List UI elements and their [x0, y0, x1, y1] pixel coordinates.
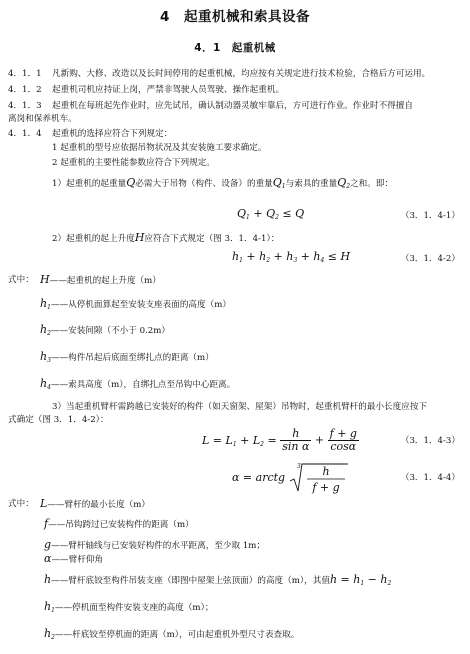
- clause-4-1-1: [8, 68, 430, 80]
- def-text: ——构件吊起后底面至绑扎点的距离（m）: [50, 353, 214, 363]
- cube-root-sign: [289, 461, 349, 495]
- def-h1: [40, 298, 231, 311]
- def-text: ——起重机的起上升度（m）: [49, 276, 161, 286]
- def-H: [40, 274, 161, 287]
- chapter-title: 4 起重机械和索具设备: [160, 9, 310, 25]
- equation-number: （3．1．4-1）: [400, 211, 460, 221]
- equation-3-1-4-3: $L = L_1 + L_2$ = $\frac{h}{\text{sin α}}$ + $\frac{f + g}{\cos\alpha}$: [202, 427, 357, 453]
- clause-4-1-4: [8, 128, 172, 140]
- rule-3-line-2: 式确定（图 3．1．4-2）：: [8, 415, 109, 425]
- symbol-Q1: $Q_1$: [272, 176, 286, 190]
- clause-4-1-2: [8, 84, 284, 96]
- sub-item-1: 1 起重机的型号应依据吊物状况及其安装施工要求确定。: [52, 143, 267, 153]
- def-g: [44, 539, 265, 552]
- equation-3-1-4-4: α = arctg h f + g 3: [232, 461, 349, 495]
- clause-number: 4．1．2: [8, 85, 42, 95]
- fraction-h-over-sin-alpha: $\frac{h}{\text{sin α}}$: [282, 427, 310, 453]
- clause-text: 起重机在每班起先作业时，应先试吊，确认制动器灵敏牢靠后，方可进行作业。作业时不得擅自: [52, 101, 413, 111]
- symbol-h2: $h_2$: [40, 323, 51, 337]
- symbol-h4: $h_4$: [40, 377, 51, 391]
- rule-1-text-a: 1）起重机的起重量: [52, 179, 127, 189]
- def-L: [40, 498, 150, 511]
- fraction-fg-over-cos-alpha: $\frac{f + g}{\cos\alpha}$: [329, 427, 357, 453]
- def-text: ——索具高度（m），自绑扎点至吊钩中心距离。: [50, 380, 236, 390]
- rule-1: [52, 177, 393, 190]
- def-text: ——杆底铰至停机面的距离（m），可由起重机外型尺寸表查取。: [54, 630, 300, 640]
- symbol-h3: $h_3$: [40, 350, 51, 364]
- clause-4-1-3: [8, 100, 413, 112]
- sub-item-2: 2 起重机的主要性能参数应符合下列规定。: [52, 158, 215, 168]
- def-text: ——安装间隙（不小于 0.2m）: [50, 326, 171, 336]
- clause-text-continued: 离岗和保养机车。: [8, 114, 77, 124]
- symbol-h1: $h_1$: [40, 297, 51, 311]
- equation-number: （3．1．4-2）: [400, 254, 460, 264]
- symbol-Q2: $Q_2$: [337, 176, 351, 190]
- def-text: ——停机面至构件安装支座的高度（m）；: [54, 603, 214, 613]
- equation-number: （3．1．4-3）: [400, 436, 460, 446]
- svg-text:f + g: f + g: [311, 481, 340, 494]
- rule-3-line-1: 3）当起重机臂杆需跨越已安装好的构件（如天窗架、屋架）吊物时，起重机臂杆的最小长度应按下: [52, 402, 428, 412]
- def-h4: [40, 378, 235, 391]
- rule-2-text-a: 2）起重机的起上升度: [52, 234, 135, 244]
- svg-text:3: 3: [296, 463, 301, 470]
- clause-number: 4．1．4: [8, 129, 42, 139]
- def-text: ——臂杆底铰至构件吊装支座（即图中屋架上弦顶面）的高度（m），其值: [51, 576, 330, 586]
- def-text: ——臂杆的最小长度（m）: [47, 500, 150, 510]
- rule-1-text-b: 必需大于吊物（构件、设备）的重量: [135, 179, 273, 189]
- def-h: [44, 574, 391, 587]
- def-text: ——臂杆仰角: [51, 555, 104, 565]
- clause-text: 起重机的选择应符合下列规定：: [52, 129, 173, 139]
- rule-2-text-b: 应符合下式规定（图 3．1．4-1）：: [144, 234, 280, 244]
- clause-text: 凡新购、大修、改造以及长时间停用的起重机械，均应按有关规定进行技术检验，合格后方可运用。: [52, 69, 431, 79]
- clause-number: 4．1．3: [8, 101, 42, 111]
- svg-text:h: h: [322, 465, 330, 478]
- symbol-Q: Q: [126, 176, 136, 189]
- where-label: 式中：: [8, 499, 34, 509]
- def-alpha: [44, 553, 103, 566]
- def-f: [44, 518, 194, 531]
- def-h2: [40, 324, 170, 337]
- equation-3-1-4-2: $h_1 + h_2 + h_3 + h_4 \le H$: [232, 250, 351, 264]
- rule-1-text-c: 与索具的重量: [285, 179, 338, 189]
- symbol-L: L: [40, 497, 48, 510]
- clause-text: 起重机司机应持证上岗，严禁非驾驶人员驾驶、操作起重机。: [52, 85, 285, 95]
- equation-h: $h = h_1 - h_2$: [329, 573, 392, 587]
- equation-number: （3．1．4-4）: [400, 473, 460, 483]
- symbol-h1: $h_1$: [44, 600, 55, 614]
- rule-1-text-d: 之和。即：: [350, 179, 394, 189]
- symbol-h: h: [44, 573, 52, 586]
- symbol-H: H: [134, 231, 145, 244]
- section-title: 4．1 起重机械: [194, 42, 276, 54]
- symbol-alpha: α: [44, 552, 52, 565]
- clause-number: 4．1．1: [8, 69, 42, 79]
- symbol-h2: $h_2$: [44, 627, 55, 641]
- rule-2: [52, 232, 279, 245]
- def-h3: [40, 351, 214, 364]
- def-text: ——从停机面算起至安装支座表面的高度（m）: [50, 300, 231, 310]
- def-text: ——吊钩跨过已安装构件的距离（m）: [48, 520, 194, 530]
- symbol-f: f: [44, 517, 49, 530]
- symbol-g: g: [44, 538, 52, 551]
- def-h1-b: [44, 601, 213, 614]
- def-h2-b: [44, 628, 299, 641]
- def-text: ——臂杆轴线与已安装好构件的水平距离，至少取 1m；: [51, 541, 266, 551]
- symbol-H: H: [40, 273, 50, 286]
- where-label: 式中：: [8, 275, 34, 285]
- equation-3-1-4-1: $Q_1 + Q_2 \le Q$: [237, 207, 305, 221]
